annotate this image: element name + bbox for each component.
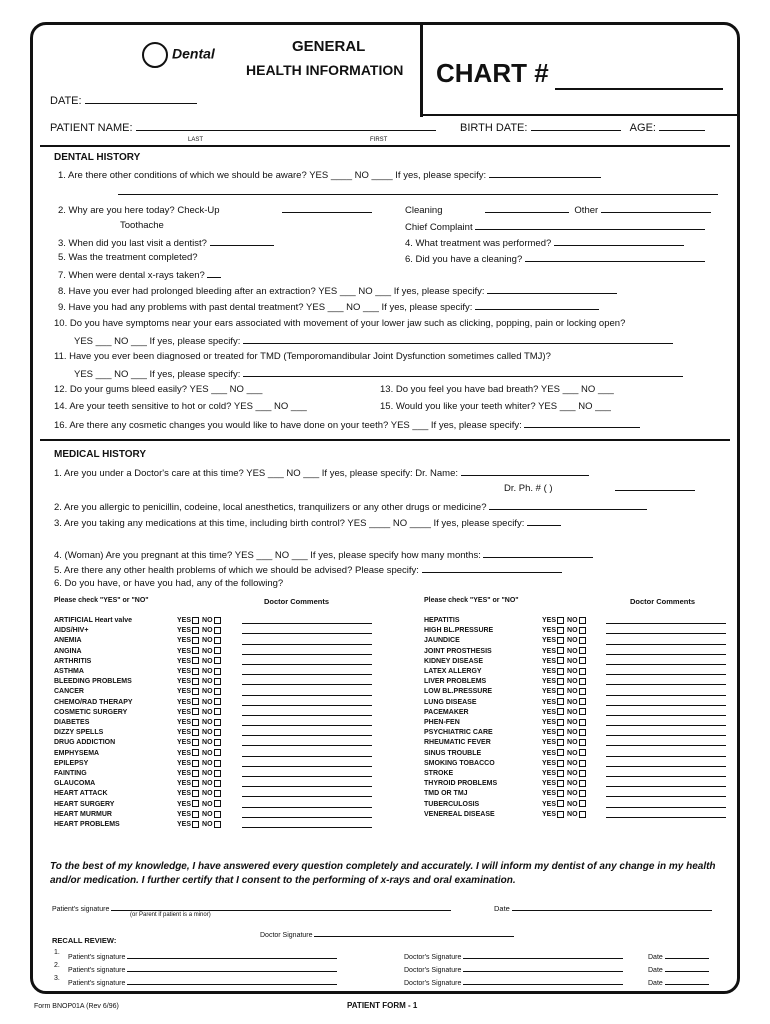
yes-no-checkbox[interactable]: YES NO xyxy=(177,728,224,738)
yes-no-checkbox[interactable]: YES NO xyxy=(542,687,589,697)
no-checkbox-icon[interactable] xyxy=(579,749,586,756)
yes-checkbox-icon[interactable] xyxy=(192,729,199,736)
age-field[interactable] xyxy=(659,121,705,131)
dental-q2: 2. Why are you here today? Check-Up xyxy=(58,203,372,216)
patient-name-row: PATIENT NAME: xyxy=(50,121,436,134)
no-checkbox-icon[interactable] xyxy=(214,770,221,777)
yes-checkbox-icon[interactable] xyxy=(557,800,564,807)
dental-q13: 13. Do you feel you have bad breath? YES ___ NO ___ xyxy=(380,384,614,395)
yes-checkbox-icon[interactable] xyxy=(557,637,564,644)
yes-no-checkbox[interactable]: YES NO xyxy=(177,738,224,748)
yes-checkbox-icon[interactable] xyxy=(192,657,199,664)
no-checkbox-icon[interactable] xyxy=(579,647,586,654)
dental-q2-toothache: Toothache xyxy=(120,220,164,231)
doctor-comment-field[interactable] xyxy=(606,810,726,820)
recall-date: Date xyxy=(648,949,709,961)
dental-q14: 14. Are your teeth sensitive to hot or cold? YES ___ NO ___ xyxy=(54,401,307,412)
medical-q2: 2. Are you allergic to penicillin, codeine, local anesthetics, tranquilizers or any other drugs or medicine? xyxy=(54,500,647,513)
recall-doctor-signature: Doctor's Signature xyxy=(404,949,623,961)
yes-no-checkbox[interactable]: YES NO xyxy=(542,718,589,728)
yes-no-checkbox[interactable]: YES NO xyxy=(177,667,224,677)
no-checkbox-icon[interactable] xyxy=(214,811,221,818)
yes-checkbox-icon[interactable] xyxy=(557,708,564,715)
medical-q6: 6. Do you have, or have you had, any of the following? xyxy=(54,578,284,589)
doctor-comment-field[interactable] xyxy=(606,769,726,779)
yes-checkbox-icon[interactable] xyxy=(192,749,199,756)
yes-no-checkbox[interactable]: YES NO xyxy=(177,749,224,759)
condition-label: FAINTING xyxy=(54,770,87,778)
medical-q4: 4. (Woman) Are you pregnant at this time? YES ___ NO ___ If yes, please specify how many months: xyxy=(54,548,593,561)
yes-checkbox-icon[interactable] xyxy=(557,617,564,624)
yes-no-checkbox[interactable]: YES NO xyxy=(177,687,224,697)
doctor-comment-field[interactable] xyxy=(242,616,372,626)
recall-number: 1. xyxy=(54,949,60,956)
first-name-caption: FIRST xyxy=(370,137,388,143)
recall-date-field[interactable] xyxy=(665,949,709,959)
doctor-comment-field[interactable] xyxy=(242,728,372,738)
doctor-comment-field[interactable] xyxy=(242,698,372,708)
yes-checkbox-icon[interactable] xyxy=(557,688,564,695)
recall-date: Date xyxy=(648,975,709,987)
doctor-comment-field[interactable] xyxy=(242,626,372,636)
yes-no-checkbox[interactable]: YES NO xyxy=(542,698,589,708)
doctor-comment-field[interactable] xyxy=(242,810,372,820)
no-checkbox-icon[interactable] xyxy=(579,668,586,675)
doctor-comment-field[interactable] xyxy=(606,687,726,697)
yes-checkbox-icon[interactable] xyxy=(557,780,564,787)
no-checkbox-icon[interactable] xyxy=(214,800,221,807)
no-checkbox-icon[interactable] xyxy=(579,657,586,664)
yes-checkbox-icon[interactable] xyxy=(192,708,199,715)
yes-checkbox-icon[interactable] xyxy=(192,668,199,675)
yes-checkbox-icon[interactable] xyxy=(557,668,564,675)
yes-checkbox-icon[interactable] xyxy=(192,678,199,685)
yes-no-checkbox[interactable]: YES NO xyxy=(542,738,589,748)
recall-doctor-signature-field[interactable] xyxy=(463,962,623,972)
medical-q1b: Dr. Ph. # ( ) xyxy=(504,481,695,494)
doctor-comment-field[interactable] xyxy=(242,636,372,646)
yes-no-checkbox[interactable]: YES NO xyxy=(177,789,224,799)
no-checkbox-icon[interactable] xyxy=(579,800,586,807)
yes-no-checkbox[interactable]: YES NO xyxy=(542,616,589,626)
doctor-signature-field[interactable] xyxy=(314,927,514,937)
date-field[interactable] xyxy=(85,94,197,104)
doctor-comment-field[interactable] xyxy=(242,677,372,687)
doctor-comment-field[interactable] xyxy=(606,759,726,769)
section-divider xyxy=(40,439,730,441)
condition-label: TMD OR TMJ xyxy=(424,790,468,798)
yes-no-checkbox[interactable]: YES NO xyxy=(542,800,589,810)
dental-q2-chief: Chief Complaint xyxy=(405,220,705,233)
doctor-comment-field[interactable] xyxy=(242,718,372,728)
birth-date-row: BIRTH DATE: AGE: xyxy=(460,121,705,134)
no-checkbox-icon[interactable] xyxy=(579,627,586,634)
no-checkbox-icon[interactable] xyxy=(579,780,586,787)
yes-no-checkbox[interactable]: YES NO xyxy=(542,728,589,738)
yes-checkbox-icon[interactable] xyxy=(557,790,564,797)
yes-no-checkbox[interactable]: YES NO xyxy=(542,759,589,769)
date-row: DATE: xyxy=(50,94,197,107)
condition-label: JAUNDICE xyxy=(424,637,460,645)
no-checkbox-icon[interactable] xyxy=(214,719,221,726)
doctor-comment-field[interactable] xyxy=(242,799,372,809)
no-checkbox-icon[interactable] xyxy=(214,708,221,715)
no-checkbox-icon[interactable] xyxy=(579,770,586,777)
condition-label: SINUS TROUBLE xyxy=(424,749,482,757)
parent-caption: (or Parent if patient is a minor) xyxy=(130,912,211,918)
yes-checkbox-icon[interactable] xyxy=(192,780,199,787)
patient-signature-row: Patient's signature xyxy=(52,901,451,913)
recall-number: 3. xyxy=(54,975,60,982)
doctor-comment-field[interactable] xyxy=(242,789,372,799)
condition-label: STROKE xyxy=(424,770,454,778)
condition-label: EPILEPSY xyxy=(54,759,89,767)
condition-label: LIVER PROBLEMS xyxy=(424,678,487,686)
doctor-comment-field[interactable] xyxy=(242,759,372,769)
condition-label: JOINT PROSTHESIS xyxy=(424,647,492,655)
medical-q5: 5. Are there any other health problems of which we should be advised? Please specify: xyxy=(54,563,562,576)
no-checkbox-icon[interactable] xyxy=(579,698,586,705)
dental-q12: 12. Do your gums bleed easily? YES ___ NO ___ xyxy=(54,384,263,395)
section-divider xyxy=(40,145,730,147)
yes-checkbox-icon[interactable] xyxy=(192,800,199,807)
doctor-comment-field[interactable] xyxy=(606,718,726,728)
doctor-comment-field[interactable] xyxy=(242,667,372,677)
recall-review-title: RECALL REVIEW: xyxy=(52,936,117,945)
yes-no-checkbox[interactable]: YES NO xyxy=(177,759,224,769)
dental-history-title: DENTAL HISTORY xyxy=(54,152,141,163)
yes-no-checkbox[interactable]: YES NO xyxy=(177,647,224,657)
dental-q11: 11. Have you ever been diagnosed or treated for TMD (Temporomandibular Joint Dysfunction sometimes called TMJ)? xyxy=(54,351,551,362)
condition-label: VENEREAL DISEASE xyxy=(424,810,495,818)
no-checkbox-icon[interactable] xyxy=(214,678,221,685)
yes-no-checkbox[interactable]: YES NO xyxy=(177,800,224,810)
form-title-line2: HEALTH INFORMATION xyxy=(246,62,404,78)
yes-no-checkbox[interactable]: YES NO xyxy=(542,626,589,636)
condition-label: AIDS/HIV+ xyxy=(54,627,89,635)
yes-checkbox-icon[interactable] xyxy=(192,811,199,818)
signature-date-field[interactable] xyxy=(512,901,712,911)
check-header-left: Please check "YES" or "NO" xyxy=(54,597,149,604)
header-divider xyxy=(420,25,423,117)
yes-checkbox-icon[interactable] xyxy=(557,760,564,767)
header-divider-bottom xyxy=(420,114,738,116)
recall-patient-signature-field[interactable] xyxy=(127,962,337,972)
dental-q1-field[interactable] xyxy=(489,168,601,178)
yes-checkbox-icon[interactable] xyxy=(557,657,564,664)
yes-checkbox-icon[interactable] xyxy=(192,739,199,746)
form-title-line1: GENERAL xyxy=(292,38,366,55)
no-checkbox-icon[interactable] xyxy=(214,698,221,705)
dental-q8: 8. Have you ever had prolonged bleeding after an extraction? YES ___ NO ___ If yes, please specify: xyxy=(58,284,617,297)
no-checkbox-icon[interactable] xyxy=(214,739,221,746)
yes-checkbox-icon[interactable] xyxy=(557,719,564,726)
yes-no-checkbox[interactable]: YES NO xyxy=(177,708,224,718)
check-header-right: Please check "YES" or "NO" xyxy=(424,597,519,604)
no-checkbox-icon[interactable] xyxy=(579,637,586,644)
comments-right[interactable] xyxy=(606,616,726,820)
doctor-comment-field[interactable] xyxy=(606,748,726,758)
no-checkbox-icon[interactable] xyxy=(214,821,221,828)
no-checkbox-icon[interactable] xyxy=(214,749,221,756)
recall-date-field[interactable] xyxy=(665,975,709,985)
condition-label: LUNG DISEASE xyxy=(424,698,477,706)
condition-label: TUBERCULOSIS xyxy=(424,800,480,808)
yes-checkbox-icon[interactable] xyxy=(192,698,199,705)
logo-ring-icon xyxy=(142,42,168,68)
doctor-comment-field[interactable] xyxy=(242,657,372,667)
yes-no-checkbox[interactable]: YES NO xyxy=(177,677,224,687)
yes-checkbox-icon[interactable] xyxy=(192,627,199,634)
recall-patient-signature-field[interactable] xyxy=(127,949,337,959)
condition-label: HEPATITIS xyxy=(424,617,460,624)
no-checkbox-icon[interactable] xyxy=(579,678,586,685)
yes-no-checkbox[interactable]: YES NO xyxy=(177,616,224,626)
doctor-comment-field[interactable] xyxy=(606,799,726,809)
no-checkbox-icon[interactable] xyxy=(579,708,586,715)
yes-no-checkbox[interactable]: YES NO xyxy=(542,677,589,687)
doctor-comment-field[interactable] xyxy=(242,779,372,789)
date-signature-row: Date xyxy=(494,901,712,913)
yes-checkbox-icon[interactable] xyxy=(192,617,199,624)
yes-checkbox-icon[interactable] xyxy=(192,790,199,797)
dental-logo: Dental xyxy=(142,42,215,68)
condition-label: PACEMAKER xyxy=(424,708,469,716)
condition-label: DIABETES xyxy=(54,719,90,727)
yes-no-checkbox[interactable]: YES NO xyxy=(542,779,589,789)
yes-checkbox-icon[interactable] xyxy=(557,698,564,705)
patient-signature-field[interactable] xyxy=(111,901,451,911)
doctor-comment-field[interactable] xyxy=(606,616,726,626)
birth-date-field[interactable] xyxy=(531,121,621,131)
doctor-comment-field[interactable] xyxy=(242,738,372,748)
yes-no-checkbox[interactable]: YES NO xyxy=(177,698,224,708)
dental-q15: 15. Would you like your teeth whiter? YES ___ NO ___ xyxy=(380,401,611,412)
no-checkbox-icon[interactable] xyxy=(214,637,221,644)
no-checkbox-icon[interactable] xyxy=(214,647,221,654)
yes-checkbox-icon[interactable] xyxy=(557,729,564,736)
yes-checkbox-icon[interactable] xyxy=(557,749,564,756)
medical-q1: 1. Are you under a Doctor's care at this time? YES ___ NO ___ If yes, please specify: Dr. Name: xyxy=(54,466,589,479)
yes-no-checkbox[interactable]: YES NO xyxy=(542,810,589,820)
yes-no-left[interactable] xyxy=(177,616,224,830)
condition-label: HEART ATTACK xyxy=(54,790,108,798)
yes-checkbox-icon[interactable] xyxy=(557,811,564,818)
recall-date-field[interactable] xyxy=(665,962,709,972)
certification-statement: To the best of my knowledge, I have answered every question completely and accurately. I will inform my dentist of any change in my health and/or medication. I further certify that I consent to the performing of x-rays and oral examination. xyxy=(50,861,716,886)
no-checkbox-icon[interactable] xyxy=(579,760,586,767)
doctor-comment-field[interactable] xyxy=(606,728,726,738)
recall-date: Date xyxy=(648,962,709,974)
condition-label: DRUG ADDICTION xyxy=(54,739,116,747)
condition-label: DIZZY SPELLS xyxy=(54,729,104,737)
dental-q4: 4. What treatment was performed? xyxy=(405,236,684,249)
dental-q10: 10. Do you have symptoms near your ears associated with movement of your lower jaw such as clicking, popping, pain or locking open? xyxy=(54,318,626,329)
yes-checkbox-icon[interactable] xyxy=(557,678,564,685)
no-checkbox-icon[interactable] xyxy=(579,729,586,736)
yes-checkbox-icon[interactable] xyxy=(192,688,199,695)
doctor-comment-field[interactable] xyxy=(606,636,726,646)
no-checkbox-icon[interactable] xyxy=(214,790,221,797)
conditions-left xyxy=(54,616,133,830)
doctor-comment-field[interactable] xyxy=(606,708,726,718)
doctor-comment-field[interactable] xyxy=(606,647,726,657)
yes-no-right[interactable] xyxy=(542,616,589,820)
form-name: PATIENT FORM - 1 xyxy=(347,1001,418,1010)
chart-number-field[interactable] xyxy=(555,88,723,90)
doctor-comment-field[interactable] xyxy=(242,769,372,779)
no-checkbox-icon[interactable] xyxy=(579,617,586,624)
yes-no-checkbox[interactable]: YES NO xyxy=(542,657,589,667)
condition-label: COSMETIC SURGERY xyxy=(54,708,128,716)
recall-doctor-signature: Doctor's Signature xyxy=(404,975,623,987)
condition-label: EMPHYSEMA xyxy=(54,749,100,757)
yes-no-checkbox[interactable]: YES NO xyxy=(177,769,224,779)
yes-no-checkbox[interactable]: YES NO xyxy=(542,647,589,657)
yes-checkbox-icon[interactable] xyxy=(557,739,564,746)
doctor-comment-field[interactable] xyxy=(606,789,726,799)
yes-no-checkbox[interactable]: YES NO xyxy=(542,667,589,677)
yes-no-checkbox[interactable]: YES NO xyxy=(177,718,224,728)
condition-label: CANCER xyxy=(54,688,84,696)
condition-label: CHEMO/RAD THERAPY xyxy=(54,698,133,706)
doctor-comment-field[interactable] xyxy=(606,779,726,789)
doctor-comment-field[interactable] xyxy=(606,698,726,708)
doctor-comment-field[interactable] xyxy=(606,677,726,687)
yes-checkbox-icon[interactable] xyxy=(192,637,199,644)
doctor-comment-field[interactable] xyxy=(606,738,726,748)
no-checkbox-icon[interactable] xyxy=(214,617,221,624)
recall-patient-signature: Patient's signature xyxy=(68,962,337,974)
yes-no-checkbox[interactable]: YES NO xyxy=(542,789,589,799)
condition-label: RHEUMATIC FEVER xyxy=(424,739,491,747)
yes-no-checkbox[interactable]: YES NO xyxy=(177,636,224,646)
no-checkbox-icon[interactable] xyxy=(579,790,586,797)
recall-number: 2. xyxy=(54,962,60,969)
condition-label: LOW BL.PRESSURE xyxy=(424,688,493,696)
recall-doctor-signature: Doctor's Signature xyxy=(404,962,623,974)
dental-q7: 7. When were dental x-rays taken? xyxy=(58,268,221,281)
dental-q11b: YES ___ NO ___ If yes, please specify: xyxy=(74,367,683,380)
doctor-comment-field[interactable] xyxy=(606,667,726,677)
doctor-comment-field[interactable] xyxy=(242,647,372,657)
condition-label: PSYCHIATRIC CARE xyxy=(424,729,493,737)
yes-no-checkbox[interactable]: YES NO xyxy=(177,626,224,636)
condition-label: LATEX ALLERGY xyxy=(424,668,482,676)
no-checkbox-icon[interactable] xyxy=(214,780,221,787)
doctor-comment-field[interactable] xyxy=(606,657,726,667)
condition-label: HEART PROBLEMS xyxy=(54,821,120,829)
last-name-caption: LAST xyxy=(188,137,204,143)
recall-patient-signature-field[interactable] xyxy=(127,975,337,985)
yes-checkbox-icon[interactable] xyxy=(557,770,564,777)
condition-label: PHEN-FEN xyxy=(424,719,460,727)
dental-q5: 5. Was the treatment completed? xyxy=(58,252,198,263)
condition-label: GLAUCOMA xyxy=(54,780,96,788)
yes-no-checkbox[interactable]: YES NO xyxy=(177,810,224,820)
doctor-comment-field[interactable] xyxy=(242,708,372,718)
form-code: Form BNOP01A (Rev 6/96) xyxy=(34,1003,119,1010)
no-checkbox-icon[interactable] xyxy=(214,729,221,736)
yes-no-checkbox[interactable]: YES NO xyxy=(177,657,224,667)
recall-doctor-signature-field[interactable] xyxy=(463,975,623,985)
yes-no-checkbox[interactable]: YES NO xyxy=(542,769,589,779)
dental-q2-cleaning: Cleaning Other xyxy=(405,203,711,216)
no-checkbox-icon[interactable] xyxy=(214,668,221,675)
comments-header-right: Doctor Comments xyxy=(630,597,696,606)
recall-doctor-signature-field[interactable] xyxy=(463,949,623,959)
no-checkbox-icon[interactable] xyxy=(214,657,221,664)
comments-left[interactable] xyxy=(242,616,372,830)
no-checkbox-icon[interactable] xyxy=(579,719,586,726)
dental-q1: 1. Are there other conditions of which we should be aware? YES ____ NO ____ If yes, please specify: xyxy=(58,168,601,181)
condition-label: HEART MURMUR xyxy=(54,810,112,818)
yes-checkbox-icon[interactable] xyxy=(192,760,199,767)
condition-label: SMOKING TOBACCO xyxy=(424,759,495,767)
condition-label: ASTHMA xyxy=(54,668,84,676)
yes-checkbox-icon[interactable] xyxy=(557,627,564,634)
doctor-signature-row: Doctor Signature xyxy=(260,927,514,939)
no-checkbox-icon[interactable] xyxy=(214,688,221,695)
doctor-comment-field[interactable] xyxy=(606,626,726,636)
doctor-comment-field[interactable] xyxy=(242,820,372,830)
no-checkbox-icon[interactable] xyxy=(579,688,586,695)
yes-no-checkbox[interactable]: YES NO xyxy=(542,749,589,759)
condition-label: KIDNEY DISEASE xyxy=(424,657,483,665)
yes-checkbox-icon[interactable] xyxy=(192,770,199,777)
medical-history-title: MEDICAL HISTORY xyxy=(54,449,147,460)
condition-label: HIGH BL.PRESSURE xyxy=(424,627,494,635)
no-checkbox-icon[interactable] xyxy=(579,811,586,818)
conditions-right xyxy=(424,616,497,820)
recall-patient-signature: Patient's signature xyxy=(68,975,337,987)
recall-patient-signature: Patient's signature xyxy=(68,949,337,961)
condition-label: ARTIFICIAL Heart valve xyxy=(54,617,133,624)
dental-q10b: YES ___ NO ___ If yes, please specify: xyxy=(74,334,673,347)
chart-number-label: CHART # xyxy=(436,58,549,88)
condition-label: ANGINA xyxy=(54,647,82,655)
condition-label: HEART SURGERY xyxy=(54,800,115,808)
yes-checkbox-icon[interactable] xyxy=(557,647,564,654)
doctor-comment-field[interactable] xyxy=(242,687,372,697)
yes-no-checkbox[interactable]: YES NO xyxy=(177,820,224,830)
yes-checkbox-icon[interactable] xyxy=(192,719,199,726)
no-checkbox-icon[interactable] xyxy=(579,739,586,746)
yes-checkbox-icon[interactable] xyxy=(192,821,199,828)
dental-q9: 9. Have you had any problems with past dental treatment? YES ___ NO ___ If yes, please specify: xyxy=(58,300,599,313)
patient-name-field[interactable] xyxy=(136,121,436,131)
condition-label: THYROID PROBLEMS xyxy=(424,780,498,788)
dental-q16: 16. Are there any cosmetic changes you would like to have done on your teeth? YES ___ If yes, please specify: xyxy=(54,418,640,431)
condition-label: BLEEDING PROBLEMS xyxy=(54,678,132,686)
yes-no-checkbox[interactable]: YES NO xyxy=(177,779,224,789)
condition-label: ARTHRITIS xyxy=(54,657,92,665)
no-checkbox-icon[interactable] xyxy=(214,760,221,767)
condition-label: ANEMIA xyxy=(54,637,82,645)
dental-q3: 3. When did you last visit a dentist? xyxy=(58,236,274,249)
medical-q3: 3. Are you taking any medications at this time, including birth control? YES ____ NO ____ If yes, please specify: xyxy=(54,516,561,529)
dental-q1-line xyxy=(118,185,718,198)
dental-q6: 6. Did you have a cleaning? xyxy=(405,252,705,265)
doctor-comment-field[interactable] xyxy=(242,748,372,758)
yes-no-checkbox[interactable]: YES NO xyxy=(542,636,589,646)
yes-no-checkbox[interactable]: YES NO xyxy=(542,708,589,718)
yes-checkbox-icon[interactable] xyxy=(192,647,199,654)
no-checkbox-icon[interactable] xyxy=(214,627,221,634)
comments-header-left: Doctor Comments xyxy=(264,597,330,606)
